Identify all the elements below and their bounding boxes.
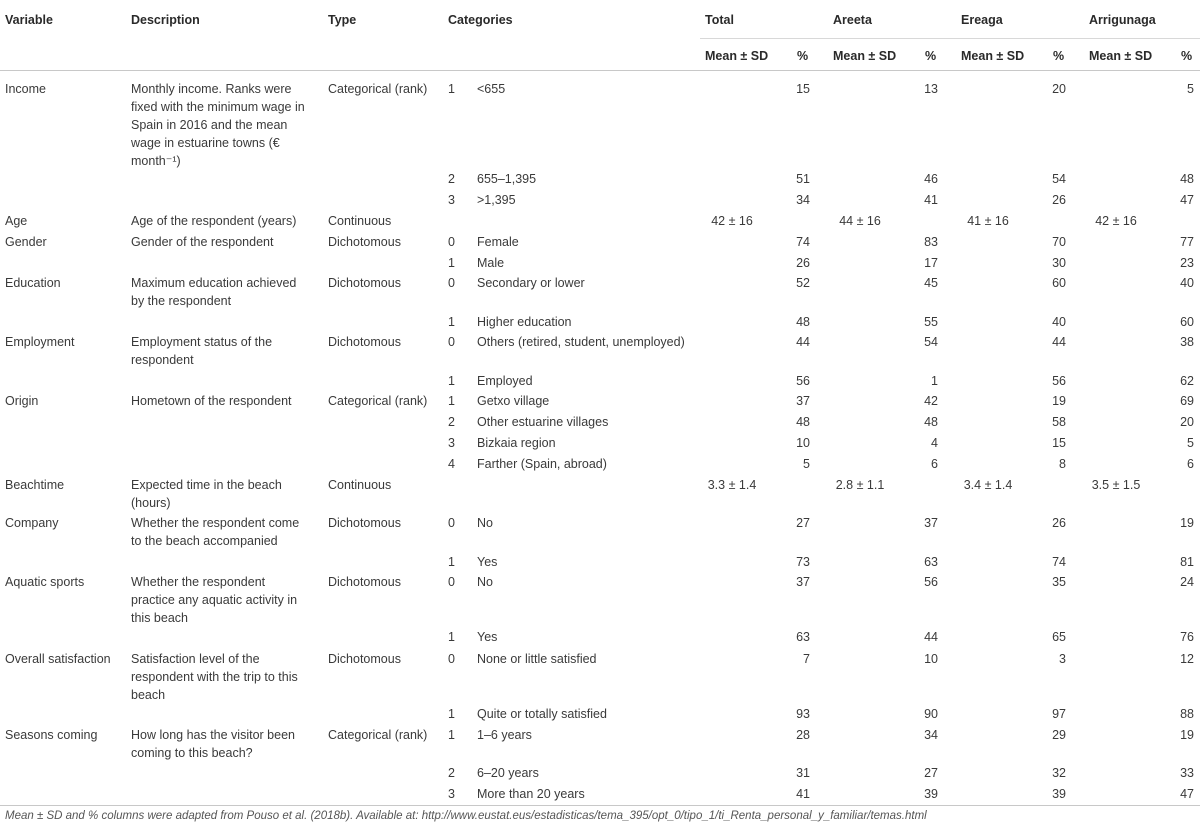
variable-name: Income bbox=[5, 82, 46, 96]
header-areeta: Areeta bbox=[833, 13, 872, 27]
category-code: 2 bbox=[448, 415, 455, 429]
percent-cell: 69 bbox=[1180, 394, 1194, 408]
header-ereaga-mean: Mean ± SD bbox=[961, 49, 1025, 63]
mean-sd-cell: 2.8 ± 1.1 bbox=[835, 478, 885, 492]
header-bottom-rule bbox=[0, 70, 1200, 71]
category-code: 1 bbox=[448, 555, 455, 569]
percent-cell: 26 bbox=[796, 256, 810, 270]
mean-sd-cell: 42 ± 16 bbox=[1095, 214, 1137, 228]
percent-cell: 58 bbox=[1052, 415, 1066, 429]
percent-cell: 5 bbox=[1187, 436, 1194, 450]
percent-cell: 73 bbox=[796, 555, 810, 569]
variable-description: Gender of the respondent bbox=[131, 235, 274, 249]
variable-description: Expected time in the beach (hours) bbox=[131, 478, 282, 510]
category-label: Others (retired, student, unemployed) bbox=[477, 335, 685, 349]
category-label: Female bbox=[477, 235, 519, 249]
category-code: 4 bbox=[448, 457, 455, 471]
percent-cell: 70 bbox=[1052, 235, 1066, 249]
percent-cell: 13 bbox=[924, 82, 938, 96]
percent-cell: 54 bbox=[924, 335, 938, 349]
percent-cell: 23 bbox=[1180, 256, 1194, 270]
category-label: None or little satisfied bbox=[477, 652, 597, 666]
header-ereaga-pct: % bbox=[1053, 49, 1065, 63]
variable-type: Continuous bbox=[328, 478, 392, 492]
category-code: 1 bbox=[448, 315, 455, 329]
category-code: 0 bbox=[448, 335, 455, 349]
category-label: 6–20 years bbox=[477, 766, 539, 780]
category-code: 2 bbox=[448, 766, 455, 780]
percent-cell: 10 bbox=[924, 652, 938, 666]
percent-cell: 77 bbox=[1180, 235, 1194, 249]
percent-cell: 1 bbox=[931, 374, 938, 388]
header-areeta-mean: Mean ± SD bbox=[833, 49, 897, 63]
variable-name: Education bbox=[5, 276, 61, 290]
percent-cell: 38 bbox=[1180, 335, 1194, 349]
header-ereaga: Ereaga bbox=[961, 13, 1003, 27]
variable-description: Whether the respondent come to the beach accompanied bbox=[131, 516, 300, 548]
percent-cell: 76 bbox=[1180, 630, 1194, 644]
variable-description: How long has the visitor been coming to this beach? bbox=[131, 728, 295, 760]
percent-cell: 27 bbox=[796, 516, 810, 530]
percent-cell: 47 bbox=[1180, 193, 1194, 207]
variable-type: Categorical (rank) bbox=[328, 728, 428, 742]
variable-type: Categorical (rank) bbox=[328, 82, 428, 96]
percent-cell: 63 bbox=[924, 555, 938, 569]
percent-cell: 12 bbox=[1180, 652, 1194, 666]
percent-cell: 74 bbox=[796, 235, 810, 249]
percent-cell: 8 bbox=[1059, 457, 1066, 471]
percent-cell: 20 bbox=[1180, 415, 1194, 429]
percent-cell: 62 bbox=[1180, 374, 1194, 388]
category-code: 0 bbox=[448, 516, 455, 530]
variable-description: Satisfaction level of the respondent with the trip to this beach bbox=[131, 652, 298, 702]
percent-cell: 65 bbox=[1052, 630, 1066, 644]
category-code: 0 bbox=[448, 652, 455, 666]
percent-cell: 97 bbox=[1052, 707, 1066, 721]
percent-cell: 55 bbox=[924, 315, 938, 329]
mean-sd-cell: 41 ± 16 bbox=[967, 214, 1009, 228]
percent-cell: 54 bbox=[1052, 172, 1066, 186]
percent-cell: 51 bbox=[796, 172, 810, 186]
variable-type: Categorical (rank) bbox=[328, 394, 428, 408]
header-description: Description bbox=[131, 13, 200, 27]
category-label: 1–6 years bbox=[477, 728, 532, 742]
variable-name: Gender bbox=[5, 235, 47, 249]
header-type: Type bbox=[328, 13, 357, 27]
percent-cell: 48 bbox=[924, 415, 938, 429]
variable-name: Aquatic sports bbox=[5, 575, 85, 589]
percent-cell: 56 bbox=[924, 575, 938, 589]
percent-cell: 29 bbox=[1052, 728, 1066, 742]
percent-cell: 56 bbox=[1052, 374, 1066, 388]
variable-type: Dichotomous bbox=[328, 335, 401, 349]
percent-cell: 45 bbox=[924, 276, 938, 290]
percent-cell: 33 bbox=[1180, 766, 1194, 780]
variable-name: Age bbox=[5, 214, 28, 228]
percent-cell: 19 bbox=[1052, 394, 1066, 408]
percent-cell: 10 bbox=[796, 436, 810, 450]
percent-cell: 34 bbox=[796, 193, 810, 207]
percent-cell: 5 bbox=[1187, 82, 1194, 96]
header-subrule bbox=[700, 38, 1200, 39]
variable-description: Monthly income. Ranks were fixed with the minimum wage in Spain in 2016 and the mean wage in estuarine towns (€ month⁻¹) bbox=[131, 82, 305, 168]
category-code: 1 bbox=[448, 707, 455, 721]
percent-cell: 63 bbox=[796, 630, 810, 644]
category-code: 1 bbox=[448, 394, 455, 408]
header-total: Total bbox=[705, 13, 734, 27]
header-total-mean: Mean ± SD bbox=[705, 49, 769, 63]
percent-cell: 44 bbox=[796, 335, 810, 349]
percent-cell: 28 bbox=[796, 728, 810, 742]
category-label: Bizkaia region bbox=[477, 436, 556, 450]
footnote: Mean ± SD and % columns were adapted from Pouso et al. (2018b). Available at: http://www.eustat.eus/estadisticas/tema_395/opt_0/tipo_1/ti_Renta_personal_y_familiar/temas.html bbox=[5, 810, 927, 822]
percent-cell: 44 bbox=[924, 630, 938, 644]
percent-cell: 15 bbox=[796, 82, 810, 96]
percent-cell: 37 bbox=[924, 516, 938, 530]
variable-name: Employment bbox=[5, 335, 75, 349]
category-code: 1 bbox=[448, 82, 455, 96]
category-code: 0 bbox=[448, 276, 455, 290]
category-label: Yes bbox=[477, 555, 498, 569]
percent-cell: 41 bbox=[796, 787, 810, 801]
category-code: 1 bbox=[448, 256, 455, 270]
category-label: No bbox=[477, 575, 493, 589]
mean-sd-cell: 3.3 ± 1.4 bbox=[707, 478, 757, 492]
variable-type: Continuous bbox=[328, 214, 392, 228]
percent-cell: 48 bbox=[796, 415, 810, 429]
percent-cell: 6 bbox=[1187, 457, 1194, 471]
category-code: 1 bbox=[448, 374, 455, 388]
percent-cell: 60 bbox=[1180, 315, 1194, 329]
variable-name: Origin bbox=[5, 394, 39, 408]
variable-type: Dichotomous bbox=[328, 235, 401, 249]
mean-sd-cell: 44 ± 16 bbox=[839, 214, 881, 228]
category-label: Secondary or lower bbox=[477, 276, 585, 290]
variable-name: Beachtime bbox=[5, 478, 65, 492]
percent-cell: 37 bbox=[796, 575, 810, 589]
percent-cell: 15 bbox=[1052, 436, 1066, 450]
percent-cell: 3 bbox=[1059, 652, 1066, 666]
percent-cell: 74 bbox=[1052, 555, 1066, 569]
percent-cell: 44 bbox=[1052, 335, 1066, 349]
variable-type: Dichotomous bbox=[328, 652, 401, 666]
percent-cell: 20 bbox=[1052, 82, 1066, 96]
category-label: Other estuarine villages bbox=[477, 415, 609, 429]
category-label: No bbox=[477, 516, 493, 530]
variable-name: Company bbox=[5, 516, 59, 530]
category-code: 2 bbox=[448, 172, 455, 186]
category-label: <655 bbox=[477, 82, 506, 96]
percent-cell: 40 bbox=[1180, 276, 1194, 290]
variable-type: Dichotomous bbox=[328, 276, 401, 290]
variable-description: Whether the respondent practice any aquatic activity in this beach bbox=[131, 575, 298, 625]
variable-description: Age of the respondent (years) bbox=[131, 214, 297, 228]
percent-cell: 35 bbox=[1052, 575, 1066, 589]
percent-cell: 19 bbox=[1180, 516, 1194, 530]
table-bottom-rule bbox=[0, 805, 1200, 806]
mean-sd-cell: 42 ± 16 bbox=[711, 214, 753, 228]
percent-cell: 26 bbox=[1052, 516, 1066, 530]
percent-cell: 52 bbox=[796, 276, 810, 290]
percent-cell: 41 bbox=[924, 193, 938, 207]
percent-cell: 34 bbox=[924, 728, 938, 742]
category-code: 0 bbox=[448, 235, 455, 249]
variable-description: Employment status of the respondent bbox=[131, 335, 273, 367]
percent-cell: 30 bbox=[1052, 256, 1066, 270]
category-code: 1 bbox=[448, 728, 455, 742]
category-label: Farther (Spain, abroad) bbox=[477, 457, 607, 471]
percent-cell: 39 bbox=[924, 787, 938, 801]
category-label: Male bbox=[477, 256, 505, 270]
category-code: 3 bbox=[448, 787, 455, 801]
percent-cell: 32 bbox=[1052, 766, 1066, 780]
category-code: 1 bbox=[448, 630, 455, 644]
percent-cell: 7 bbox=[803, 652, 810, 666]
variable-name: Seasons coming bbox=[5, 728, 98, 742]
category-label: Quite or totally satisfied bbox=[477, 707, 607, 721]
category-code: 0 bbox=[448, 575, 455, 589]
percent-cell: 27 bbox=[924, 766, 938, 780]
percent-cell: 39 bbox=[1052, 787, 1066, 801]
percent-cell: 46 bbox=[924, 172, 938, 186]
percent-cell: 24 bbox=[1180, 575, 1194, 589]
variable-type: Dichotomous bbox=[328, 575, 401, 589]
percent-cell: 47 bbox=[1180, 787, 1194, 801]
percent-cell: 26 bbox=[1052, 193, 1066, 207]
percent-cell: 31 bbox=[796, 766, 810, 780]
variable-name: Overall satisfaction bbox=[5, 652, 111, 666]
percent-cell: 81 bbox=[1180, 555, 1194, 569]
percent-cell: 5 bbox=[803, 457, 810, 471]
header-arrigunaga-mean: Mean ± SD bbox=[1089, 49, 1153, 63]
variable-description: Hometown of the respondent bbox=[131, 394, 292, 408]
category-label: Getxo village bbox=[477, 394, 550, 408]
category-label: Yes bbox=[477, 630, 498, 644]
percent-cell: 83 bbox=[924, 235, 938, 249]
category-label: Employed bbox=[477, 374, 533, 388]
percent-cell: 42 bbox=[924, 394, 938, 408]
variable-type: Dichotomous bbox=[328, 516, 401, 530]
mean-sd-cell: 3.5 ± 1.5 bbox=[1091, 478, 1141, 492]
header-arrigunaga-pct: % bbox=[1181, 49, 1193, 63]
percent-cell: 6 bbox=[931, 457, 938, 471]
variable-description: Maximum education achieved by the respondent bbox=[131, 276, 297, 308]
percent-cell: 90 bbox=[924, 707, 938, 721]
header-arrigunaga: Arrigunaga bbox=[1089, 13, 1156, 27]
header-variable: Variable bbox=[5, 13, 53, 27]
header-categories: Categories bbox=[448, 13, 513, 27]
category-label: Higher education bbox=[477, 315, 572, 329]
category-label: More than 20 years bbox=[477, 787, 585, 801]
percent-cell: 37 bbox=[796, 394, 810, 408]
category-code: 3 bbox=[448, 193, 455, 207]
percent-cell: 60 bbox=[1052, 276, 1066, 290]
percent-cell: 19 bbox=[1180, 728, 1194, 742]
percent-cell: 48 bbox=[1180, 172, 1194, 186]
percent-cell: 88 bbox=[1180, 707, 1194, 721]
percent-cell: 40 bbox=[1052, 315, 1066, 329]
header-areeta-pct: % bbox=[925, 49, 937, 63]
percent-cell: 4 bbox=[931, 436, 938, 450]
mean-sd-cell: 3.4 ± 1.4 bbox=[963, 478, 1013, 492]
percent-cell: 93 bbox=[796, 707, 810, 721]
category-code: 3 bbox=[448, 436, 455, 450]
percent-cell: 48 bbox=[796, 315, 810, 329]
header-total-pct: % bbox=[797, 49, 809, 63]
percent-cell: 56 bbox=[796, 374, 810, 388]
category-label: 655–1,395 bbox=[477, 172, 537, 186]
percent-cell: 17 bbox=[924, 256, 938, 270]
category-label: >1,395 bbox=[477, 193, 516, 207]
